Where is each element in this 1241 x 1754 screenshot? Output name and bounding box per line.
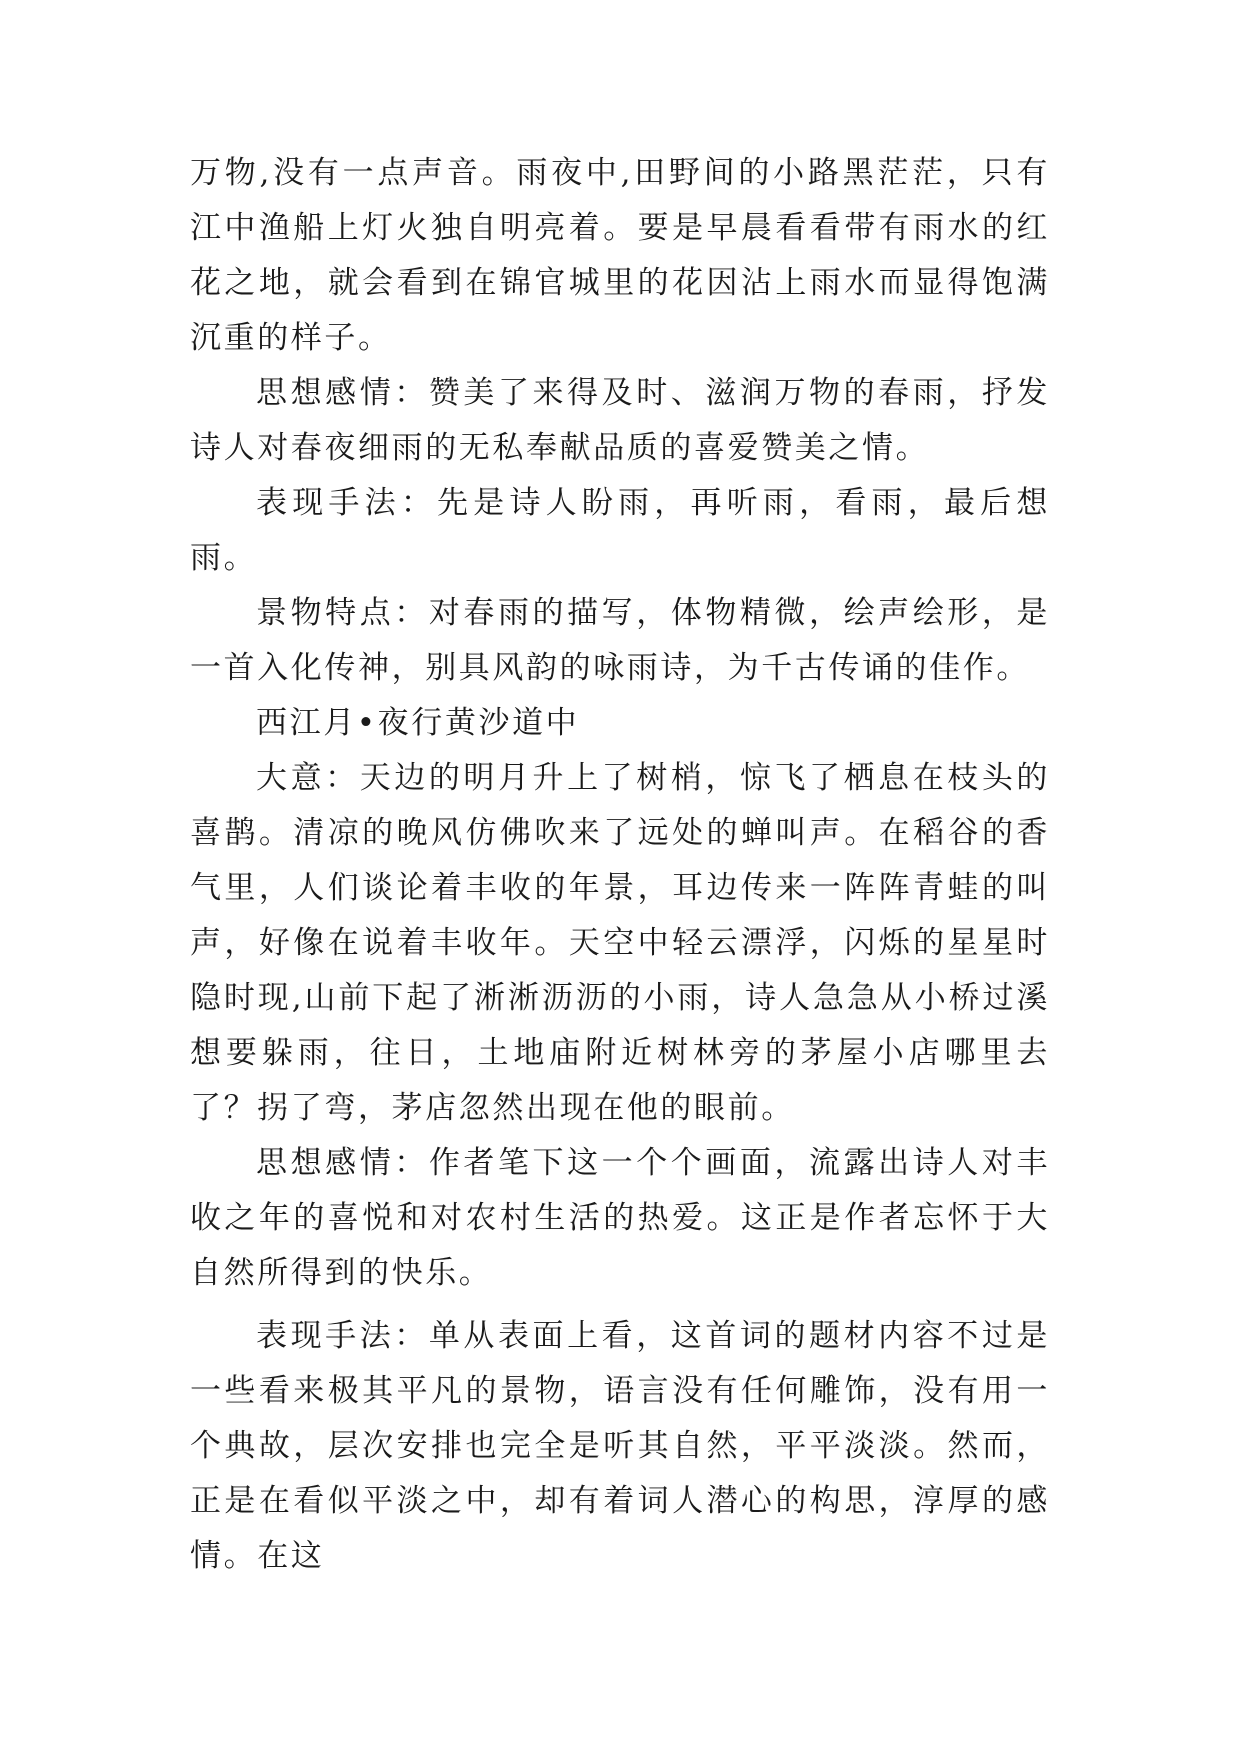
- paragraph-technique-xijiangyue: 表现手法：单从表面上看，这首词的题材内容不过是一些看来极其平凡的景物，语言没有任何雕饰，没有用一个典故，层次安排也完全是听其自然，平平淡淡。然而，正是在看似平淡之中，却有着词人潜心的构思，淳厚的感情。在这: [190, 1318, 1050, 1574]
- paragraph-scenery-features: 景物特点：对春雨的描写，体物精微，绘声绘形，是一首入化传神，别具风韵的咏雨诗，为千古传诵的佳作。: [190, 595, 1050, 686]
- paragraph-thoughts-feelings-spring-rain: 思想感情：赞美了来得及时、滋润万物的春雨，抒发诗人对春夜细雨的无私奉献品质的喜爱赞美之情。: [190, 375, 1050, 466]
- paragraph-technique-spring-rain: 表现手法：先是诗人盼雨，再听雨，看雨，最后想雨。: [190, 485, 1050, 576]
- paragraph-scene-description: 万物,没有一点声音。雨夜中,田野间的小路黑茫茫，只有江中渔船上灯火独自明亮着。要是早晨看看带有雨水的红花之地，就会看到在锦官城里的花因沾上雨水而显得饱满沉重的样子。: [190, 155, 1050, 356]
- paragraph-thoughts-feelings-xijiangyue: 思想感情：作者笔下这一个个画面，流露出诗人对丰收之年的喜悦和对农村生活的热爱。这正是作者忘怀于大自然所得到的快乐。: [190, 1145, 1050, 1291]
- document-body: [190, 146, 1050, 1584]
- poem-title-xijiangyue: 西江月•夜行黄沙道中: [256, 705, 580, 741]
- paragraph-general-meaning: 大意：天边的明月升上了树梢，惊飞了栖息在枝头的喜鹊。清凉的晚风仿佛吹来了远处的蝉叫声。在稻谷的香气里，人们谈论着丰收的年景，耳边传来一阵阵青蛙的叫声，好像在说着丰收年。天空中轻云漂浮，闪烁的星星时隐时现,山前下起了淅淅沥沥的小雨，诗人急急从小桥过溪想要躲雨，往日，土地庙附近树林旁的茅屋小店哪里去了？拐了弯，茅店忽然出现在他的眼前。: [190, 760, 1050, 1126]
